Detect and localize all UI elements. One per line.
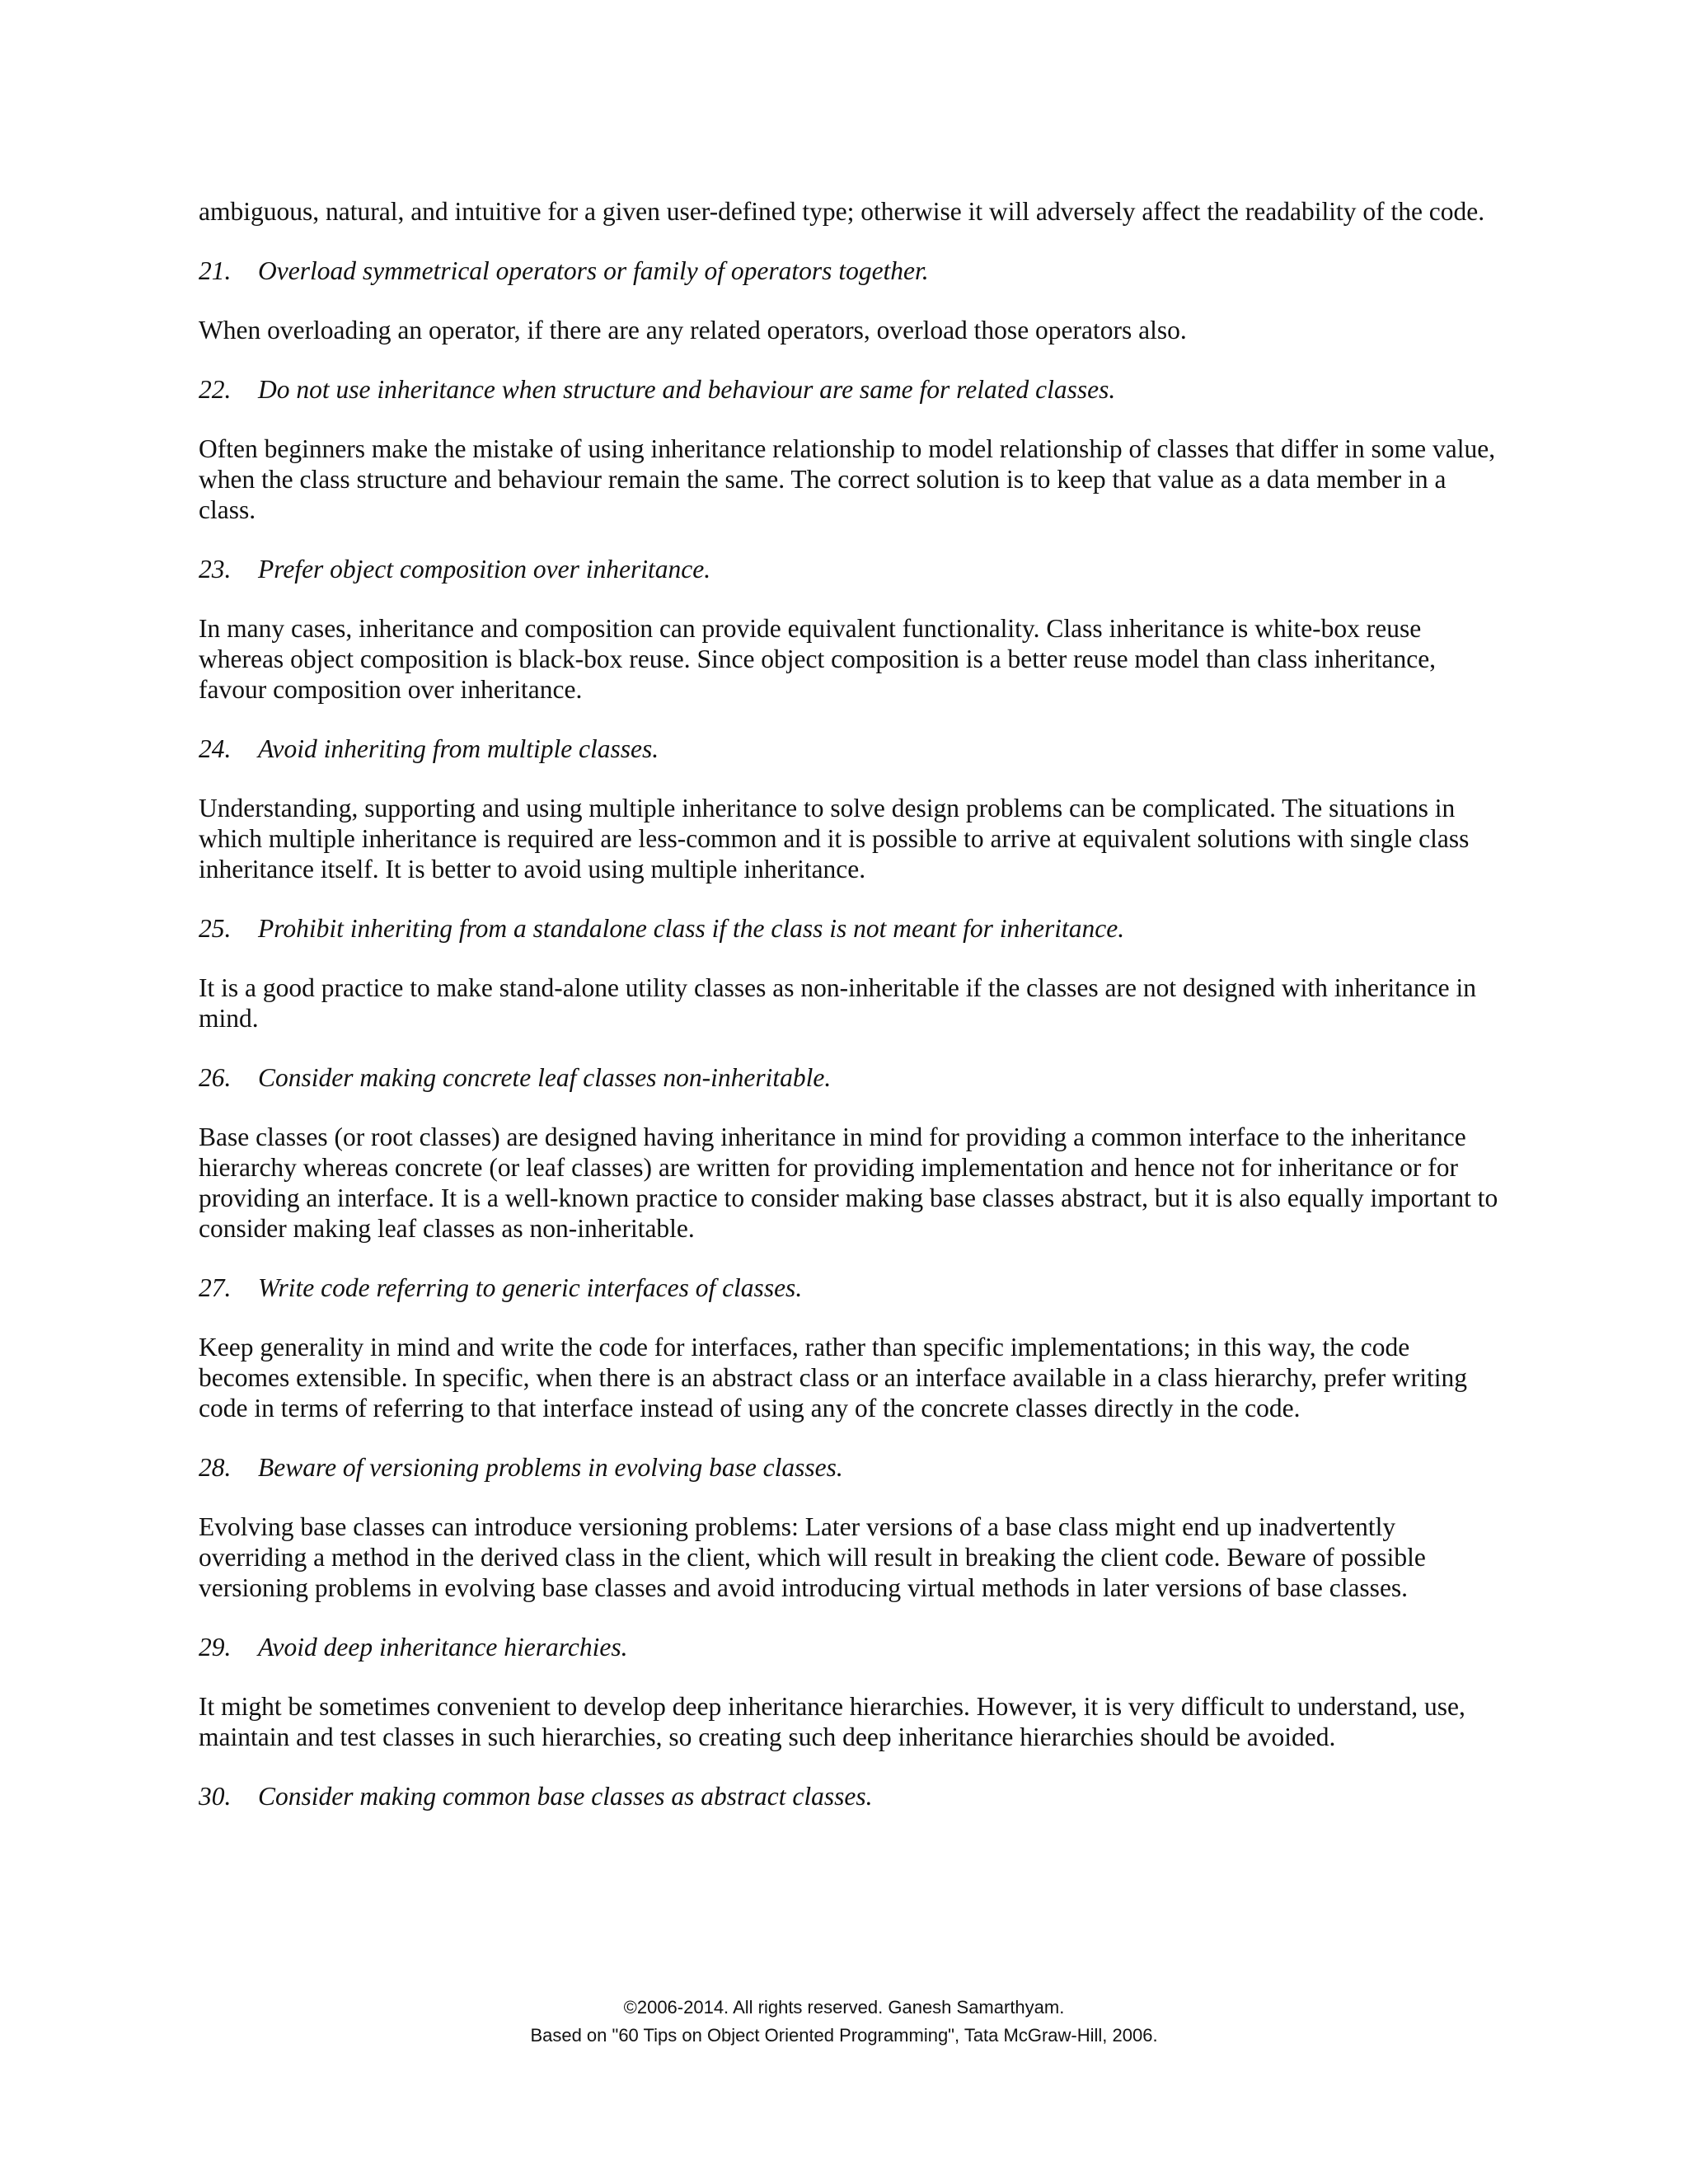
tip-title: Prefer object composition over inheritance. (258, 555, 711, 583)
tip-number: 29. (199, 1633, 232, 1661)
tip-23 (199, 554, 1501, 705)
tip-heading (199, 554, 1501, 584)
tip-heading (199, 1062, 1501, 1093)
tip-title: Consider making concrete leaf classes non-inheritable. (258, 1063, 832, 1092)
tip-body: Keep generality in mind and write the code for interfaces, rather than specific implementations; in this way, the code becomes extensible. In specific, when there is an abstract class or an interface available in a class hierarchy, prefer writing code in terms of referring to that interface instead of using any of the concrete classes directly in the code. (199, 1333, 1468, 1422)
tip-title: Write code referring to generic interfaces of classes. (258, 1273, 803, 1302)
tip-body: Base classes (or root classes) are designed having inheritance in mind for providing a common interface to the inheritance hierarchy whereas concrete (or leaf classes) are written for providing implementation and hence not for inheritance or for providing an interface. It is a well-known practice to consider making base classes abstract, but it is also equally important to consider making leaf classes as non-inheritable. (199, 1122, 1498, 1243)
tip-title: Beware of versioning problems in evolving base classes. (258, 1453, 843, 1482)
tip-30 (199, 1781, 1501, 1811)
tip-body: In many cases, inheritance and composition can provide equivalent functionality. Class inheritance is white-box reuse whereas object composition is black-box reuse. Since object composition is a better reuse model than class inheritance, favour composition over inheritance. (199, 614, 1437, 704)
tip-26 (199, 1062, 1501, 1244)
tip-title: Do not use inheritance when structure and behaviour are same for related classes. (258, 375, 1116, 404)
tip-heading (199, 1272, 1501, 1303)
footer-copyright: ©2006-2014. All rights reserved. Ganesh Samarthyam. (623, 1997, 1065, 2018)
tip-number: 27. (199, 1273, 232, 1302)
tip-body: Evolving base classes can introduce versioning problems: Later versions of a base class might end up inadvertently overriding a method in the derived class in the client, which will result in breaking the client code. Beware of possible versioning problems in evolving base classes and avoid introducing virtual methods in later versions of base classes. (199, 1512, 1426, 1602)
tip-number: 26. (199, 1063, 232, 1092)
tip-number: 30. (199, 1782, 232, 1811)
tip-number: 28. (199, 1453, 232, 1482)
tip-heading (199, 255, 1501, 286)
tip-heading (199, 374, 1501, 405)
tip-heading (199, 1781, 1501, 1811)
tip-heading (199, 913, 1501, 944)
tip-body: It is a good practice to make stand-alone utility classes as non-inheritable if the classes are not designed with inheritance in mind. (199, 973, 1477, 1033)
footer-based-on: Based on "60 Tips on Object Oriented Programming", Tata McGraw-Hill, 2006. (530, 2025, 1158, 2046)
tip-title: Overload symmetrical operators or family of operators together. (258, 256, 929, 285)
tip-25 (199, 913, 1501, 1033)
tip-title: Avoid deep inheritance hierarchies. (258, 1633, 628, 1661)
tip-number: 22. (199, 375, 232, 404)
tip-28 (199, 1452, 1501, 1603)
tip-title: Avoid inheriting from multiple classes. (258, 734, 659, 763)
tip-number: 24. (199, 734, 232, 763)
tip-22 (199, 374, 1501, 525)
tip-number: 23. (199, 555, 232, 583)
tip-title: Consider making common base classes as abstract classes. (258, 1782, 873, 1811)
tip-heading (199, 1452, 1501, 1483)
tip-body: Often beginners make the mistake of using inheritance relationship to model relationship of classes that differ in some value, when the class structure and behaviour remain the same. The correct solution is to keep that value as a data member in a class. (199, 434, 1496, 524)
tip-number: 25. (199, 914, 232, 943)
tip-heading (199, 1632, 1501, 1662)
tip-body: It might be sometimes convenient to develop deep inheritance hierarchies. However, it is very difficult to understand, use, maintain and test classes in such hierarchies, so creating such deep inheritance hierarchies should be avoided. (199, 1692, 1465, 1751)
tip-number: 21. (199, 256, 232, 285)
document-body (199, 196, 1501, 1840)
tip-title: Prohibit inheriting from a standalone class if the class is not meant for inheritance. (258, 914, 1125, 943)
tip-heading (199, 733, 1501, 764)
tip-21 (199, 255, 1501, 345)
lead-paragraph: ambiguous, natural, and intuitive for a given user-defined type; otherwise it will adversely affect the readability of the code. (199, 197, 1485, 226)
tip-24 (199, 733, 1501, 884)
tip-29 (199, 1632, 1501, 1752)
tip-27 (199, 1272, 1501, 1423)
tip-body: When overloading an operator, if there are any related operators, overload those operators also. (199, 316, 1187, 344)
tip-body: Understanding, supporting and using multiple inheritance to solve design problems can be complicated. The situations in which multiple inheritance is required are less-common and it is possible to arrive at equivalent solutions with single class inheritance itself. It is better to avoid using multiple inheritance. (199, 794, 1470, 883)
